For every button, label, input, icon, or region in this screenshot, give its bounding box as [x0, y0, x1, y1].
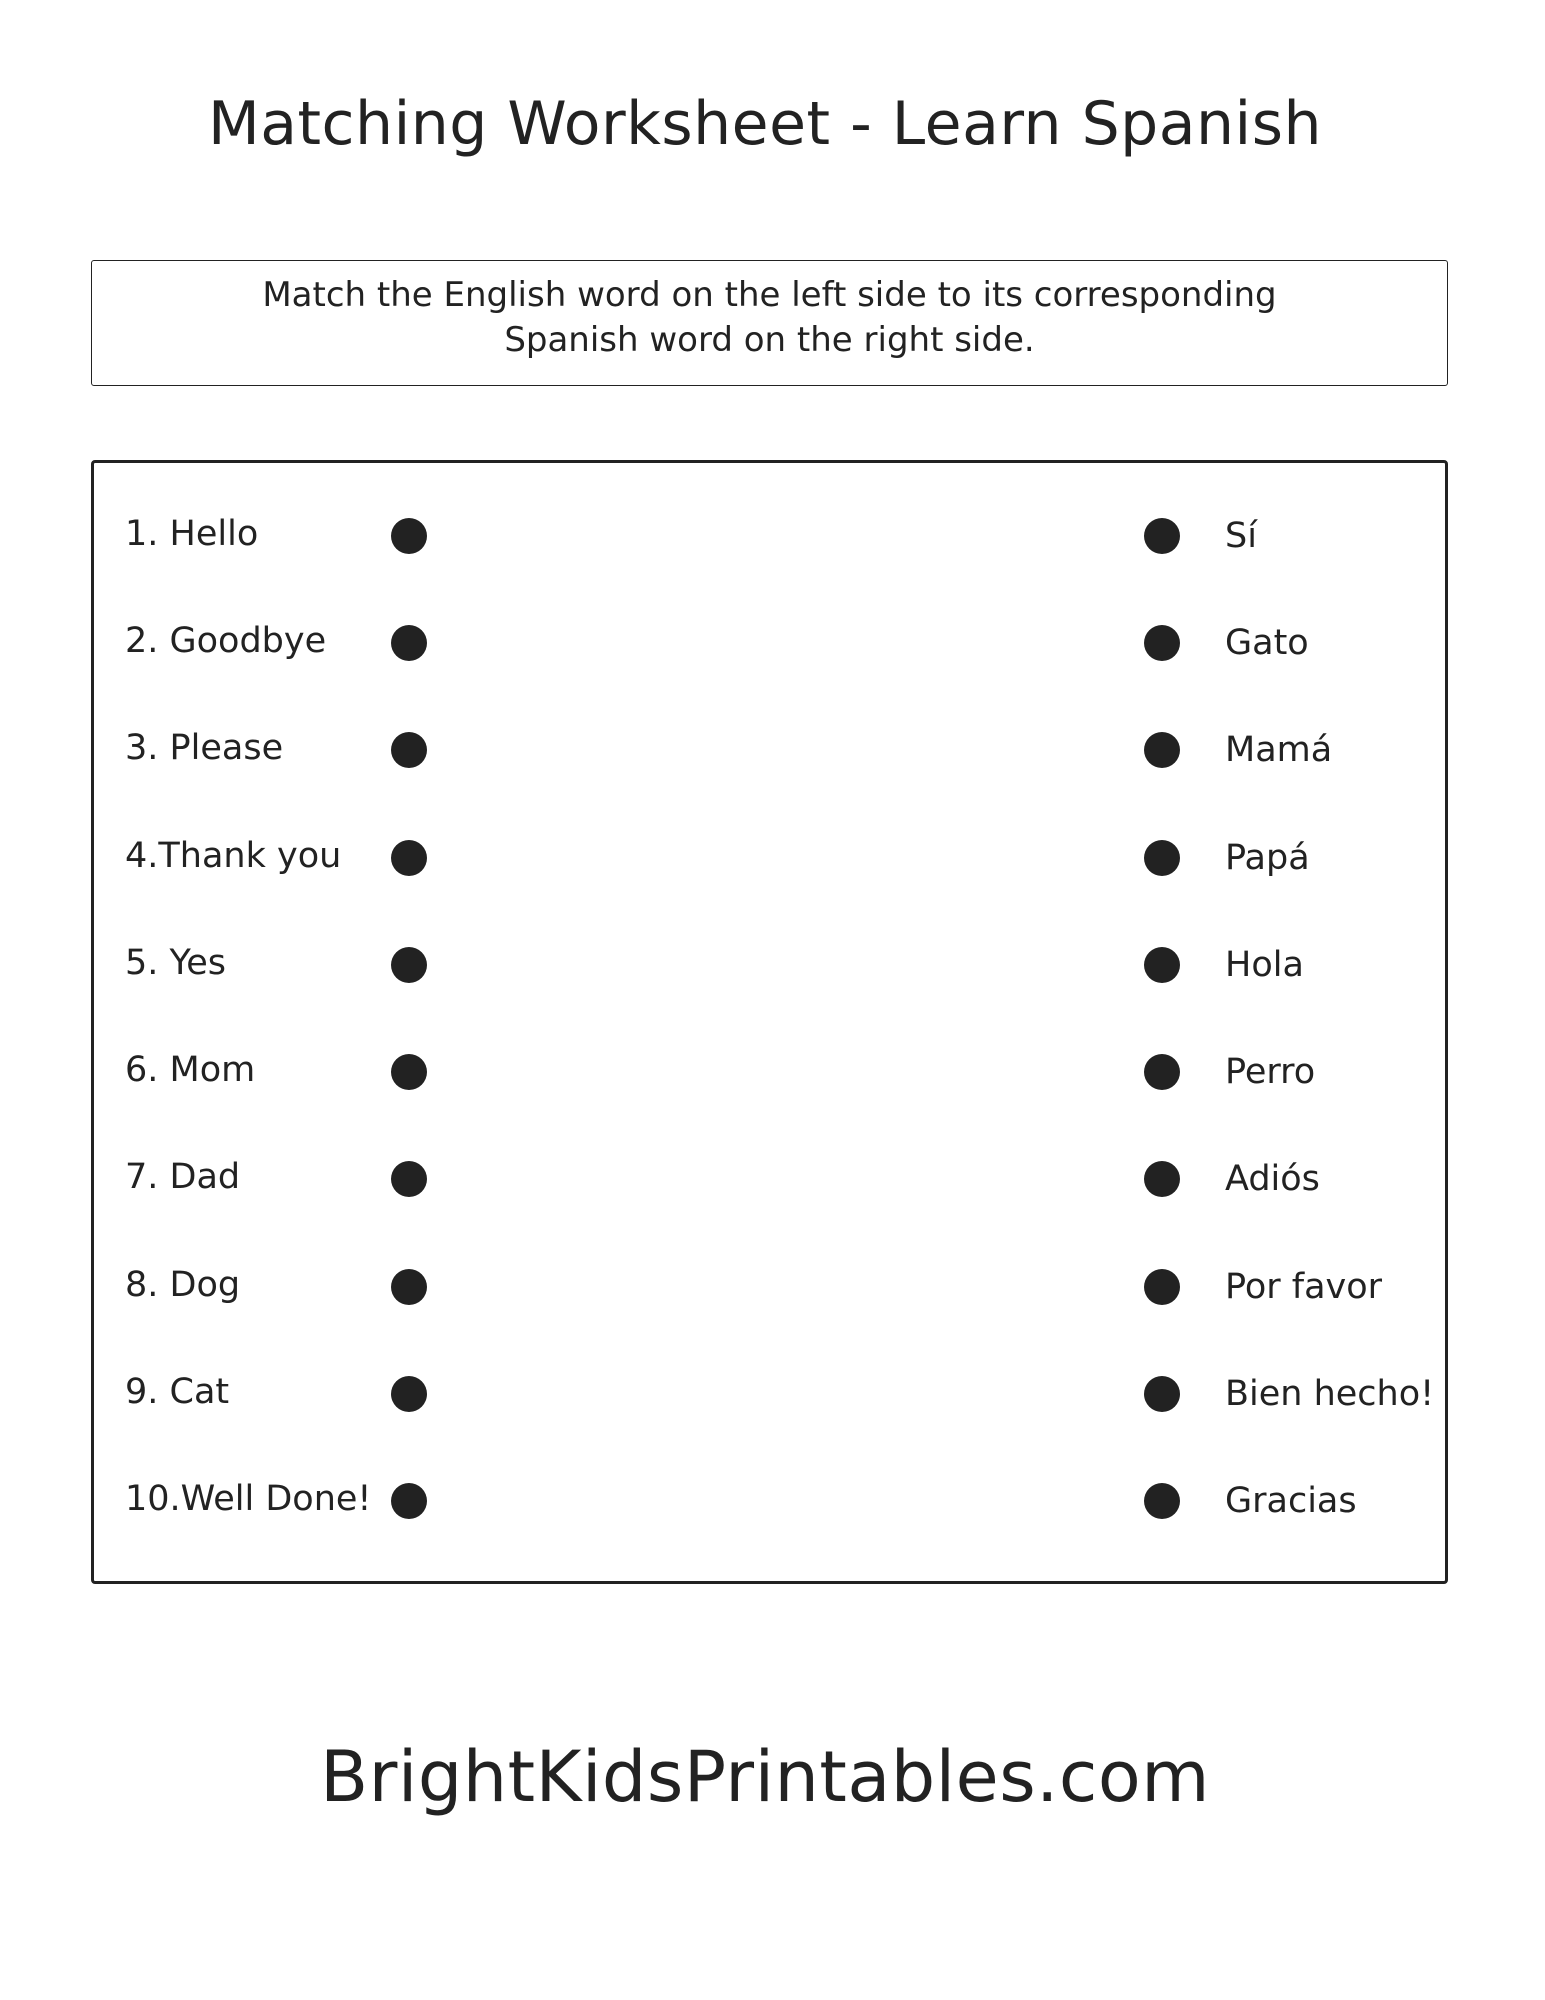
english-word: 3. Please: [125, 728, 284, 768]
match-row: [94, 1152, 1445, 1212]
instructions-line-1: Match the English word on the left side to its corresponding: [262, 275, 1277, 315]
right-dot-icon[interactable]: [1144, 1054, 1180, 1090]
left-dot-icon[interactable]: [391, 1483, 427, 1519]
left-dot-icon[interactable]: [391, 840, 427, 876]
english-word: 5. Yes: [125, 943, 227, 983]
right-dot-icon[interactable]: [1144, 625, 1180, 661]
spanish-word: Gato: [1225, 623, 1309, 663]
match-row: [94, 938, 1445, 998]
english-word: 8. Dog: [125, 1265, 241, 1305]
worksheet-title: Matching Worksheet - Learn Spanish: [208, 89, 1322, 159]
instructions-box: [91, 260, 1448, 386]
right-dot-icon[interactable]: [1144, 1269, 1180, 1305]
matching-table: [91, 460, 1448, 1584]
left-dot-icon[interactable]: [391, 732, 427, 768]
site-footer-brand: BrightKidsPrintables.com: [320, 1736, 1210, 1818]
english-word: 4.Thank you: [125, 836, 342, 876]
spanish-word: Mamá: [1225, 730, 1333, 770]
english-word: 10.Well Done!: [125, 1479, 372, 1519]
left-dot-icon[interactable]: [391, 1161, 427, 1197]
left-dot-icon[interactable]: [391, 625, 427, 661]
english-word: 2. Goodbye: [125, 621, 327, 661]
spanish-word: Perro: [1225, 1052, 1316, 1092]
match-row: [94, 1260, 1445, 1320]
right-dot-icon[interactable]: [1144, 1376, 1180, 1412]
spanish-word: Hola: [1225, 945, 1304, 985]
match-row: [94, 1367, 1445, 1427]
english-word: 9. Cat: [125, 1372, 230, 1412]
left-dot-icon[interactable]: [391, 1269, 427, 1305]
english-word: 7. Dad: [125, 1157, 241, 1197]
match-row: [94, 1474, 1445, 1534]
english-word: 6. Mom: [125, 1050, 256, 1090]
right-dot-icon[interactable]: [1144, 518, 1180, 554]
spanish-word: Sí: [1225, 516, 1257, 556]
left-dot-icon[interactable]: [391, 518, 427, 554]
spanish-word: Papá: [1225, 838, 1310, 878]
spanish-word: Adiós: [1225, 1159, 1320, 1199]
match-row: [94, 616, 1445, 676]
match-row: [94, 831, 1445, 891]
spanish-word: Gracias: [1225, 1481, 1357, 1521]
right-dot-icon[interactable]: [1144, 1483, 1180, 1519]
right-dot-icon[interactable]: [1144, 840, 1180, 876]
left-dot-icon[interactable]: [391, 947, 427, 983]
match-row: [94, 509, 1445, 569]
spanish-word: Por favor: [1225, 1267, 1383, 1307]
instructions-line-2: Spanish word on the right side.: [504, 320, 1035, 360]
right-dot-icon[interactable]: [1144, 732, 1180, 768]
left-dot-icon[interactable]: [391, 1054, 427, 1090]
match-row: [94, 1045, 1445, 1105]
match-row: [94, 723, 1445, 783]
spanish-word: Bien hecho!: [1225, 1374, 1435, 1414]
right-dot-icon[interactable]: [1144, 1161, 1180, 1197]
left-dot-icon[interactable]: [391, 1376, 427, 1412]
right-dot-icon[interactable]: [1144, 947, 1180, 983]
english-word: 1. Hello: [125, 514, 259, 554]
